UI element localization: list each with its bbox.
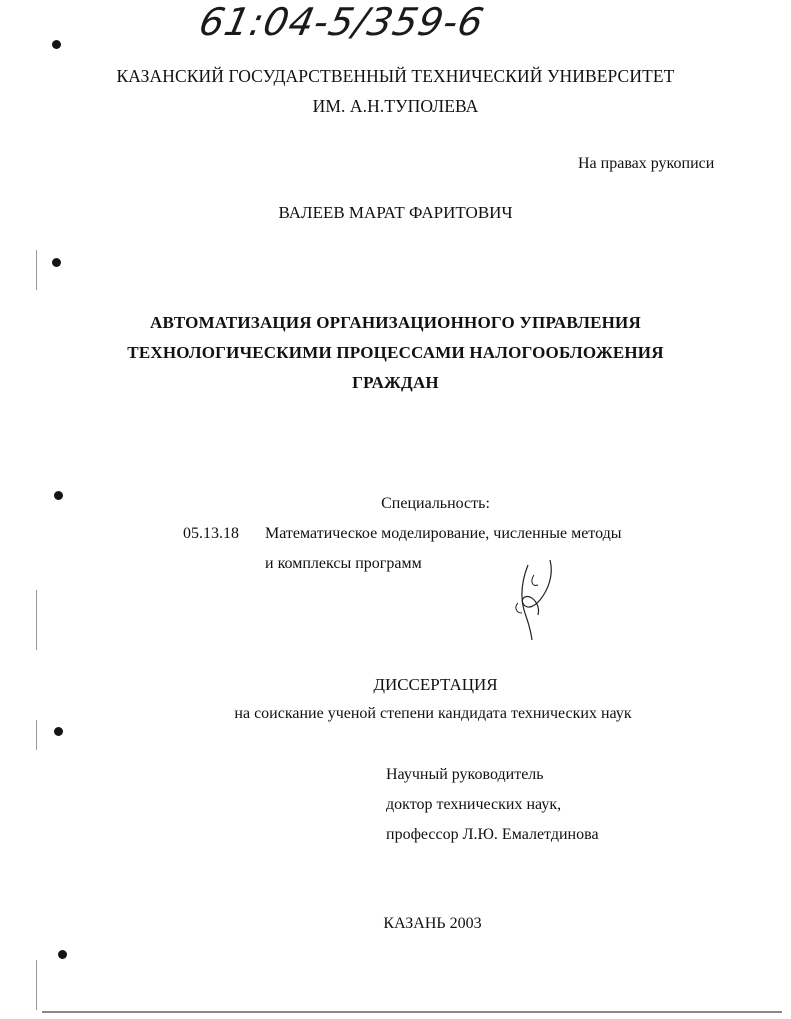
scan-margin-line: [36, 590, 37, 650]
document-type: ДИССЕРТАЦИЯ: [373, 675, 498, 694]
author-signature: [510, 555, 560, 645]
binder-hole-mark: [54, 727, 63, 736]
thesis-title-line-3: ГРАЖДАН: [352, 373, 439, 392]
supervisor-label: Научный руководитель: [386, 766, 544, 783]
thesis-title-line-1: АВТОМАТИЗАЦИЯ ОРГАНИЗАЦИОННОГО УПРАВЛЕНИЯ: [150, 313, 641, 332]
scan-margin-line: [36, 720, 37, 750]
scan-bottom-edge: [42, 1011, 782, 1013]
scan-margin-line: [36, 960, 37, 1010]
specialty-name: Математическое моделирование, численные методы: [265, 525, 622, 542]
author-name: ВАЛЕЕВ МАРАТ ФАРИТОВИЧ: [278, 203, 513, 222]
university-name: КАЗАНСКИЙ ГОСУДАРСТВЕННЫЙ ТЕХНИЧЕСКИЙ УНИВЕРСИТЕТ: [116, 66, 675, 86]
supervisor-degree: доктор технических наук,: [386, 796, 562, 813]
specialty-name-continued: и комплексы программ: [265, 555, 422, 572]
university-named-after: ИМ. А.Н.ТУПОЛЕВА: [312, 96, 479, 116]
degree-purpose: на соискание ученой степени кандидата технических наук: [234, 705, 632, 722]
specialty-heading: Специальность:: [381, 495, 490, 512]
supervisor-name: профессор Л.Ю. Емалетдинова: [386, 826, 599, 843]
specialty-code: 05.13.18: [183, 525, 239, 542]
thesis-title-line-2: ТЕХНОЛОГИЧЕСКИМИ ПРОЦЕССАМИ НАЛОГООБЛОЖЕНИЯ: [127, 343, 664, 362]
handwritten-archive-number: 61:04-5/359-6: [195, 0, 489, 44]
binder-hole-mark: [52, 40, 61, 49]
binder-hole-mark: [58, 950, 67, 959]
scan-margin-line: [36, 250, 37, 290]
binder-hole-mark: [52, 258, 61, 267]
rights-note: На правах рукописи: [578, 155, 715, 172]
city-and-year: КАЗАНЬ 2003: [383, 915, 482, 932]
